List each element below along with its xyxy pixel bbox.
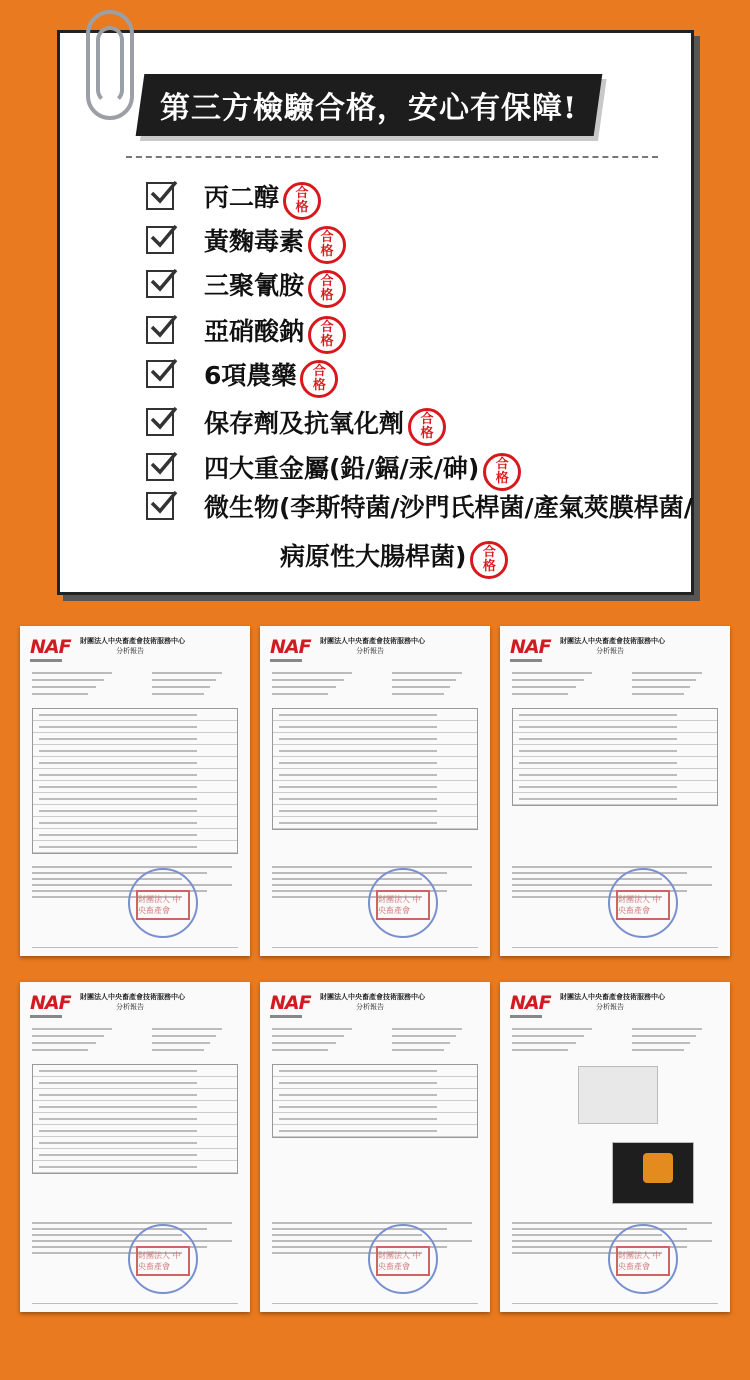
checklist-item	[146, 350, 338, 398]
report-org: 財團法人中央畜產會技術服務中心	[80, 993, 185, 1001]
footer-line	[512, 1303, 718, 1305]
table-row	[273, 1065, 477, 1077]
note-line	[272, 1222, 472, 1224]
round-seal-icon	[608, 1224, 678, 1294]
product-photo	[612, 1142, 694, 1204]
table-row	[273, 1077, 477, 1089]
report-org: 財團法人中央畜產會技術服務中心	[320, 637, 425, 645]
report-subtitle: 分析報告	[596, 647, 624, 655]
note-line	[512, 866, 712, 868]
table-row	[33, 1161, 237, 1173]
text-line	[392, 1049, 444, 1051]
pass-stamp-icon: 合 格	[300, 360, 338, 398]
checklist-label: 黃麴毒素	[204, 227, 305, 256]
checklist-label: 三聚氰胺	[204, 271, 305, 300]
table-row	[273, 745, 477, 757]
text-line	[392, 672, 462, 674]
table-row	[273, 769, 477, 781]
checklist-item	[146, 306, 346, 354]
table-row	[33, 1137, 237, 1149]
table-row	[33, 721, 237, 733]
table-row	[273, 757, 477, 769]
text-line	[272, 1028, 352, 1030]
text-line	[152, 1028, 222, 1030]
table-row	[33, 1113, 237, 1125]
pass-stamp-icon: 合 格	[283, 182, 321, 220]
text-line	[512, 679, 584, 681]
report-table	[32, 1064, 238, 1174]
table-row	[273, 733, 477, 745]
table-row	[33, 1125, 237, 1137]
text-line	[32, 1049, 88, 1051]
checklist-label: 四大重金屬(鉛/鎘/汞/砷)	[204, 454, 480, 483]
table-row	[33, 793, 237, 805]
note-line	[272, 866, 472, 868]
test-report-page	[260, 626, 490, 956]
table-row	[33, 1065, 237, 1077]
naf-logo: NAF	[270, 636, 311, 658]
report-seal: 財團法人 中央畜產會	[136, 1246, 190, 1276]
report-seal: 財團法人 中央畜產會	[376, 890, 430, 920]
text-line	[152, 679, 216, 681]
report-subtitle: 分析報告	[596, 1003, 624, 1011]
table-row	[273, 805, 477, 817]
footer-line	[272, 947, 478, 949]
table-row	[513, 769, 717, 781]
text-line	[152, 686, 210, 688]
table-row	[513, 793, 717, 805]
report-table	[272, 1064, 478, 1138]
checklist-label: 保存劑及抗氧化劑	[204, 409, 405, 438]
text-line	[32, 672, 112, 674]
text-line	[32, 686, 96, 688]
text-line	[152, 1042, 210, 1044]
round-seal-icon	[368, 1224, 438, 1294]
checklist-label-continued: 病原性大腸桿菌)	[280, 542, 467, 571]
dashed-divider	[126, 156, 658, 158]
pass-stamp-icon: 合 格	[483, 453, 521, 491]
text-line	[392, 1028, 462, 1030]
pass-stamp-icon: 合 格	[308, 316, 346, 354]
sample-photo	[578, 1066, 658, 1124]
report-subtitle: 分析報告	[116, 1003, 144, 1011]
table-row	[273, 709, 477, 721]
table-row	[273, 817, 477, 829]
logo-underline	[30, 1015, 62, 1018]
checkbox-checked-icon	[146, 408, 174, 436]
text-line	[632, 1035, 696, 1037]
naf-logo: NAF	[510, 636, 551, 658]
footer-line	[272, 1303, 478, 1305]
checklist-item	[146, 260, 346, 308]
test-report-page	[500, 982, 730, 1312]
report-org: 財團法人中央畜產會技術服務中心	[320, 993, 425, 1001]
text-line	[272, 672, 352, 674]
table-row	[33, 745, 237, 757]
note-line	[32, 1222, 232, 1224]
checkbox-checked-icon	[146, 453, 174, 481]
logo-underline	[510, 1015, 542, 1018]
table-row	[33, 817, 237, 829]
checklist-item	[146, 398, 446, 446]
text-line	[152, 672, 222, 674]
report-org: 財團法人中央畜產會技術服務中心	[560, 993, 665, 1001]
footer-line	[32, 1303, 238, 1305]
table-row	[33, 1077, 237, 1089]
table-row	[33, 1101, 237, 1113]
table-row	[273, 781, 477, 793]
checklist-label: 微生物(李斯特菌/沙門氏桿菌/產氣莢膜桿菌/	[204, 493, 693, 522]
text-line	[32, 1028, 112, 1030]
checklist-label: 6項農藥	[204, 361, 297, 390]
table-row	[33, 781, 237, 793]
report-table	[272, 708, 478, 830]
pass-stamp-icon: 合 格	[408, 408, 446, 446]
table-row	[33, 1149, 237, 1161]
text-line	[272, 686, 336, 688]
text-line	[632, 1028, 702, 1030]
round-seal-icon	[128, 1224, 198, 1294]
text-line	[272, 679, 344, 681]
text-line	[272, 1042, 336, 1044]
text-line	[272, 1035, 344, 1037]
pass-stamp-icon: 合 格	[470, 541, 508, 579]
naf-logo: NAF	[270, 992, 311, 1014]
table-row	[33, 1089, 237, 1101]
checklist-item	[146, 488, 693, 524]
text-line	[152, 693, 204, 695]
text-line	[512, 1035, 584, 1037]
text-line	[632, 1042, 690, 1044]
checkbox-checked-icon	[146, 182, 174, 210]
text-line	[392, 1035, 456, 1037]
text-line	[632, 679, 696, 681]
footer-line	[512, 947, 718, 949]
text-line	[392, 1042, 450, 1044]
logo-underline	[30, 659, 62, 662]
text-line	[32, 1042, 96, 1044]
text-line	[392, 693, 444, 695]
table-row	[513, 709, 717, 721]
table-row	[33, 841, 237, 853]
text-line	[272, 693, 328, 695]
checkbox-checked-icon	[146, 360, 174, 388]
table-row	[273, 1101, 477, 1113]
paperclip-inner	[96, 26, 124, 104]
text-line	[512, 1028, 592, 1030]
table-row	[273, 1125, 477, 1137]
text-line	[152, 1049, 204, 1051]
text-line	[632, 686, 690, 688]
table-row	[273, 721, 477, 733]
report-seal: 財團法人 中央畜產會	[376, 1246, 430, 1276]
round-seal-icon	[368, 868, 438, 938]
text-line	[272, 1049, 328, 1051]
test-report-page	[500, 626, 730, 956]
checklist-item	[146, 216, 346, 264]
round-seal-icon	[128, 868, 198, 938]
checklist-item	[146, 172, 321, 220]
naf-logo: NAF	[30, 992, 71, 1014]
text-line	[512, 672, 592, 674]
text-line	[632, 672, 702, 674]
text-line	[632, 693, 684, 695]
report-seal: 財團法人 中央畜產會	[616, 890, 670, 920]
table-row	[33, 733, 237, 745]
naf-logo: NAF	[510, 992, 551, 1014]
text-line	[152, 1035, 216, 1037]
table-row	[273, 1089, 477, 1101]
table-row	[513, 721, 717, 733]
table-row	[513, 757, 717, 769]
report-seal: 財團法人 中央畜產會	[616, 1246, 670, 1276]
test-report-page	[260, 982, 490, 1312]
text-line	[32, 1035, 104, 1037]
test-report-page	[20, 626, 250, 956]
title-banner	[136, 74, 603, 136]
report-table	[512, 708, 718, 806]
logo-underline	[270, 659, 302, 662]
checkbox-checked-icon	[146, 270, 174, 298]
table-row	[33, 769, 237, 781]
note-line	[512, 1222, 712, 1224]
checklist-continuation	[280, 531, 508, 579]
report-table	[32, 708, 238, 854]
pass-stamp-icon: 合 格	[308, 270, 346, 308]
text-line	[512, 1042, 576, 1044]
logo-underline	[270, 1015, 302, 1018]
round-seal-icon	[608, 868, 678, 938]
report-subtitle: 分析報告	[116, 647, 144, 655]
table-row	[33, 709, 237, 721]
pass-stamp-icon: 合 格	[308, 226, 346, 264]
report-org: 財團法人中央畜產會技術服務中心	[560, 637, 665, 645]
banner-title: 第三方檢驗合格，安心有保障!	[160, 91, 578, 126]
report-org: 財團法人中央畜產會技術服務中心	[80, 637, 185, 645]
checklist-label: 丙二醇	[204, 183, 280, 212]
text-line	[512, 693, 568, 695]
naf-logo: NAF	[30, 636, 71, 658]
text-line	[32, 679, 104, 681]
table-row	[513, 733, 717, 745]
table-row	[33, 829, 237, 841]
table-row	[513, 745, 717, 757]
text-line	[392, 679, 456, 681]
report-seal: 財團法人 中央畜產會	[136, 890, 190, 920]
text-line	[392, 686, 450, 688]
table-row	[33, 805, 237, 817]
table-row	[513, 781, 717, 793]
checkbox-checked-icon	[146, 226, 174, 254]
report-subtitle: 分析報告	[356, 1003, 384, 1011]
logo-underline	[510, 659, 542, 662]
footer-line	[32, 947, 238, 949]
test-report-page	[20, 982, 250, 1312]
text-line	[512, 1049, 568, 1051]
text-line	[32, 693, 88, 695]
table-row	[33, 757, 237, 769]
table-row	[273, 793, 477, 805]
checkbox-checked-icon	[146, 492, 174, 520]
report-subtitle: 分析報告	[356, 647, 384, 655]
checklist-item	[146, 443, 521, 491]
table-row	[273, 1113, 477, 1125]
note-line	[32, 866, 232, 868]
text-line	[632, 1049, 684, 1051]
checklist-label: 亞硝酸鈉	[204, 317, 305, 346]
text-line	[512, 686, 576, 688]
checkbox-checked-icon	[146, 316, 174, 344]
